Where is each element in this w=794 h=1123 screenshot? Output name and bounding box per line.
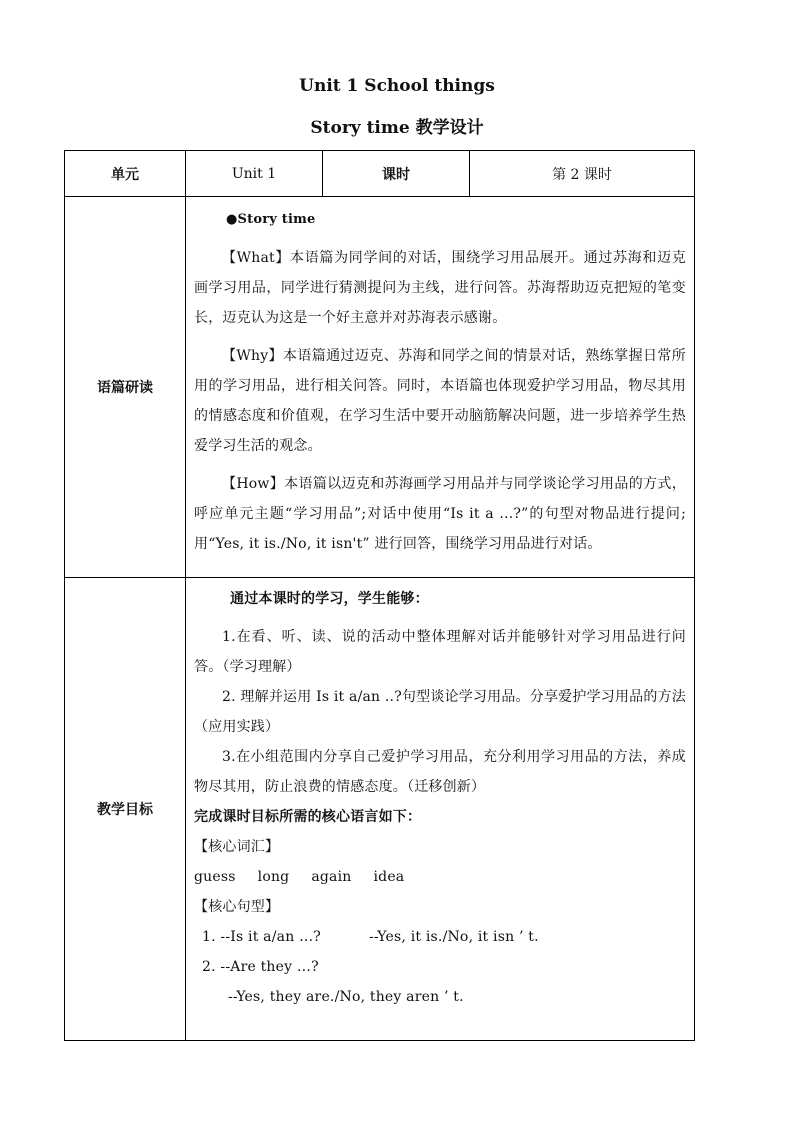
goals-label: 教学目标: [65, 578, 186, 1041]
goals-intro: 通过本课时的学习，学生能够：: [230, 591, 429, 607]
sentence-heading: 【核心句型】: [194, 899, 280, 915]
vocab-word: idea: [373, 869, 405, 885]
core-language-heading: 完成课时目标所需的核心语言如下：: [194, 809, 422, 825]
vocab-word: again: [311, 869, 352, 885]
lesson-plan-table: [64, 150, 695, 1041]
lesson-label: 课时: [323, 151, 470, 197]
goal-item: 1.在看、听、读、说的活动中整体理解对话并能够针对学习用品进行问答。（学习理解）: [194, 629, 686, 675]
sentence-pattern-2-question: 2. --Are they …?: [202, 959, 319, 975]
how-paragraph: 【How】本语篇以迈克和苏海画学习用品并与同学谈论学习用品的方式，呼应单元主题“学习用品”;对话中使用“Is it a ...?”的句型对物品进行提问;用“Yes, it is./No, it isn't” 进行回答，围绕学习用品进行对话。: [194, 476, 686, 552]
header-row: [65, 151, 695, 197]
analysis-row: [65, 197, 695, 578]
vocab-word: guess: [194, 869, 236, 885]
vocab-heading: 【核心词汇】: [194, 839, 280, 855]
sentence-pattern-1: [194, 922, 686, 952]
vocab-list: [194, 862, 686, 892]
goal-item: 3.在小组范围内分享自己爱护学习用品，充分利用学习用品的方法，养成物尽其用，防止浪费的情感态度。（迁移创新）: [194, 749, 686, 795]
goals-row: [65, 578, 695, 1041]
what-paragraph: 【What】本语篇为同学间的对话，围绕学习用品展开。通过苏海和迈克画学习用品，同学进行猜测提问为主线，进行问答。苏海帮助迈克把短的笔变长，迈克认为这是一个好主意并对苏海表示感谢。: [194, 250, 686, 326]
sentence-pattern-2-answer: --Yes, they are./No, they aren ’ t.: [228, 989, 464, 1005]
goal-item: 2. 理解并运用 Is it a/an ..?句型谈论学习用品。分享爱护学习用品的方法（应用实践）: [194, 689, 686, 735]
document-subtitle: Story time 教学设计: [310, 118, 484, 138]
sentence-1-question: 1. --Is it a/an …?: [202, 929, 321, 945]
unit-value: Unit 1: [186, 151, 323, 197]
story-time-heading: ●Story time: [226, 212, 316, 227]
vocab-word: long: [257, 869, 290, 885]
why-paragraph: 【Why】本语篇通过迈克、苏海和同学之间的情景对话，熟练掌握日常所用的学习用品，进行相关问答。同时，本语篇也体现爱护学习用品，物尽其用的情感态度和价值观，在学习生活中要开动脑筋解决问题，进一步培养学生热爱学习生活的观念。: [194, 348, 686, 454]
document-title: Unit 1 School things: [299, 76, 495, 96]
sentence-1-answer: --Yes, it is./No, it isn ’ t.: [368, 929, 539, 945]
lesson-value: 第 2 课时: [470, 151, 695, 197]
analysis-label: 语篇研读: [65, 197, 186, 578]
analysis-content: [186, 197, 695, 578]
unit-label: 单元: [65, 151, 186, 197]
goals-content: [186, 578, 695, 1041]
